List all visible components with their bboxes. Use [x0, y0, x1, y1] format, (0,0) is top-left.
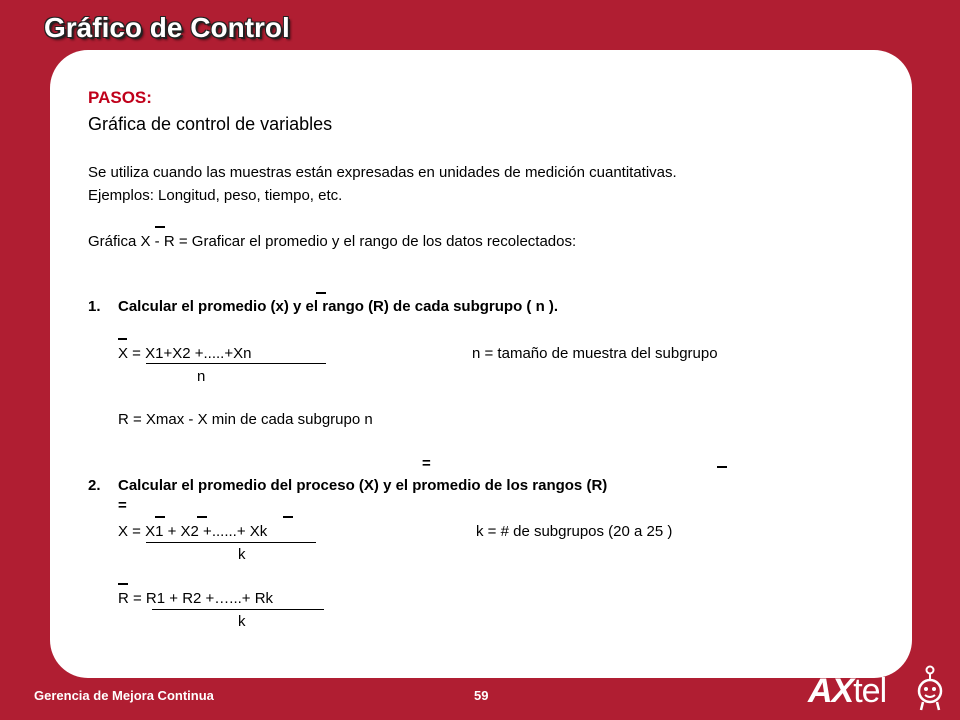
rbar-overline [118, 583, 128, 585]
formula-process-mean: X = X1 + X2 +......+ Xk [118, 523, 268, 540]
x2-overline [197, 516, 207, 518]
page-title: Gráfico de Control [44, 12, 290, 43]
formula-xbar: X = X1+X2 +.....+Xn [118, 345, 252, 362]
formula-process-mean-denominator: k [238, 546, 246, 563]
x1-overline [155, 516, 165, 518]
formula-mean-range-denominator: k [238, 613, 246, 630]
axtel-logo: AXtel [808, 672, 887, 710]
double-bar-x: = [422, 455, 431, 472]
r-overline [717, 466, 727, 468]
step2-number: 2. [88, 477, 101, 494]
xbar-overline [118, 338, 127, 340]
step1-text: Calcular el promedio (x) y el rango (R) de cada subgrupo ( n ). [118, 298, 559, 315]
step1-number: 1. [88, 298, 101, 315]
formula-range: R = Xmax - X min de cada subgrupo n [118, 411, 373, 428]
xk-overline [283, 516, 293, 518]
fraction-line [146, 363, 326, 364]
intro-line-1: Se utiliza cuando las muestras están expresadas en unidades de medición cuantitativas. [88, 164, 677, 181]
xbar-overline [155, 226, 165, 228]
footer-department: Gerencia de Mejora Continua [34, 688, 214, 703]
content-card [50, 50, 912, 678]
fraction-line [146, 542, 316, 543]
intro-line-2: Ejemplos: Longitud, peso, tiempo, etc. [88, 187, 343, 204]
x-overline [316, 292, 326, 294]
note-n: n = tamaño de muestra del subgrupo [472, 345, 718, 362]
formula-xbar-denominator: n [197, 368, 206, 385]
note-k: k = # de subgrupos (20 a 25 ) [476, 523, 673, 540]
page-number: 59 [474, 688, 489, 703]
robot-icon [912, 664, 948, 712]
double-bar-x: = [118, 497, 127, 514]
section-subtitle: Gráfica de control de variables [88, 114, 333, 134]
formula-mean-range: R = R1 + R2 +…...+ Rk [118, 590, 274, 607]
fraction-line [152, 609, 324, 610]
step2-text: Calcular el promedio del proceso (X) y el promedio de los rangos (R) [118, 477, 608, 494]
grafica-definition: Gráfica X - R = Graficar el promedio y el rango de los datos recolectados: [88, 233, 577, 250]
pasos-heading: PASOS: [88, 88, 152, 107]
